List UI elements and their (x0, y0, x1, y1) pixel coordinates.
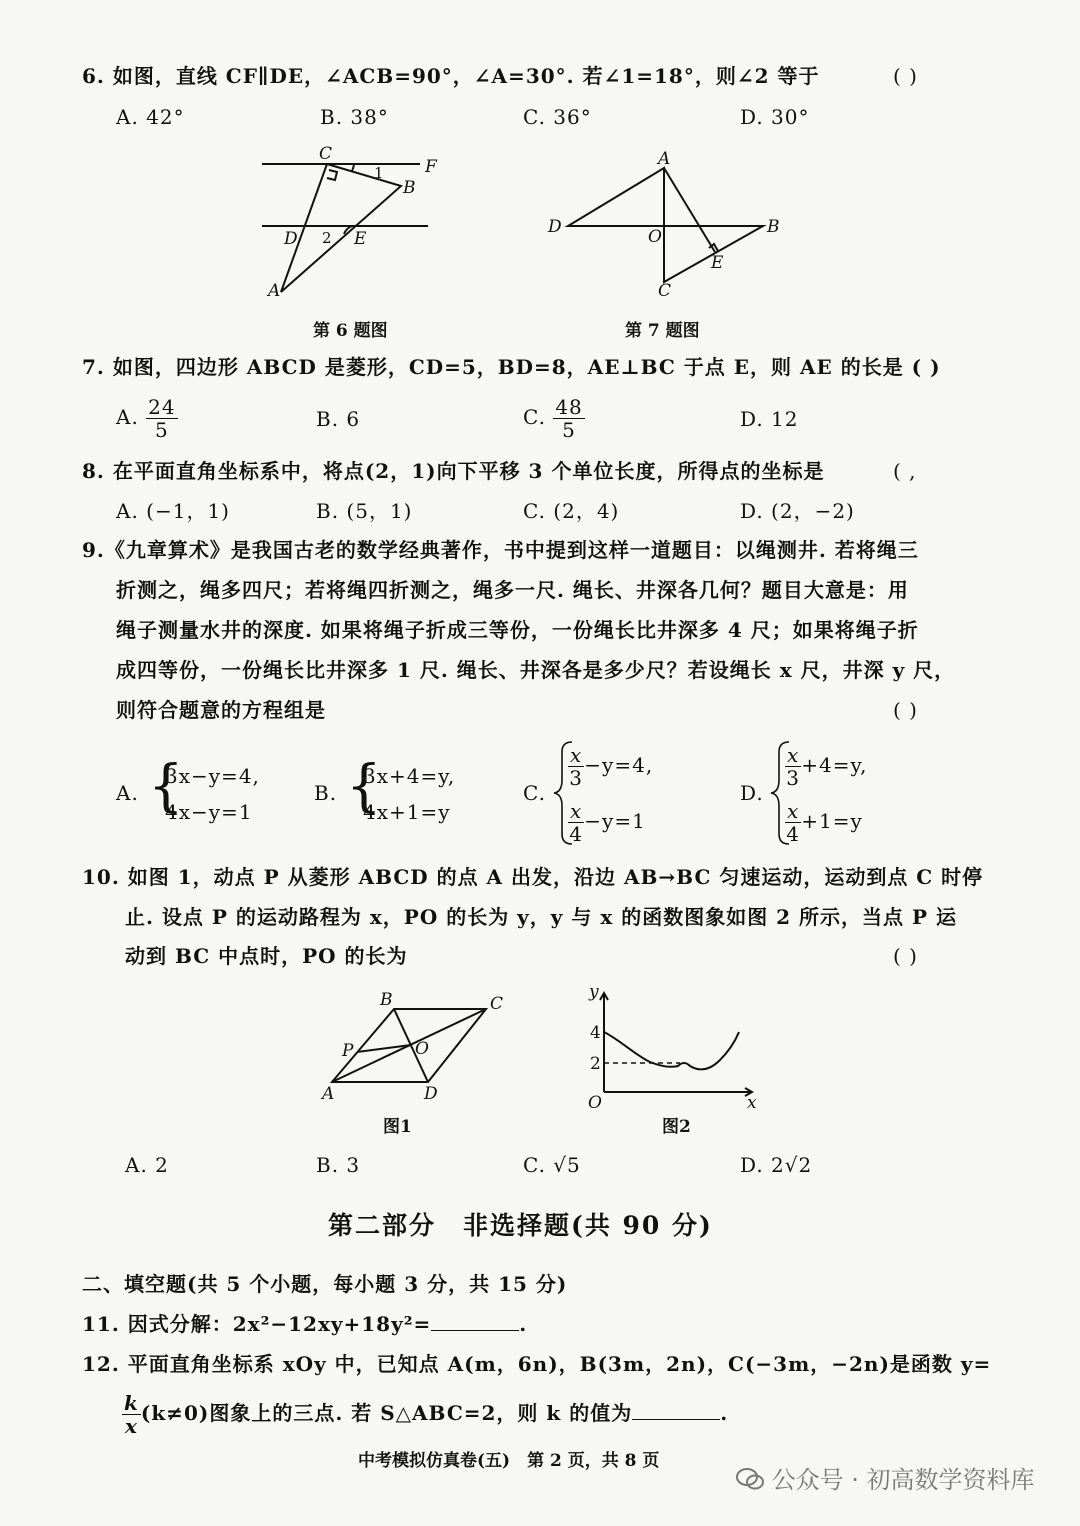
section2-heading: 二、填空题(共 5 个小题，每小题 3 分，共 15 分) (82, 1272, 568, 1296)
q10-fig2-label-y: y (589, 982, 599, 1002)
q8-option-c: C. (2，4) (523, 499, 620, 523)
q11-answer-blank[interactable] (431, 1312, 519, 1331)
q9-option-a-eq2: 4x−y=1 (165, 800, 253, 824)
q6-option-b: B. 38° (320, 105, 389, 129)
q6-label-d: D (284, 229, 298, 249)
q10-line-3: 动到 BC 中点时，PO 的长为 (125, 944, 408, 968)
q9-option-a-brace: { (148, 754, 184, 819)
q9-answer-paren: ( ) (893, 698, 918, 722)
q10-option-d: D. 2√2 (740, 1153, 813, 1177)
q6-label-b: B (403, 178, 416, 198)
q10-fig1-label-d: D (424, 1084, 438, 1104)
wechat-icon (736, 1467, 764, 1491)
q7-figure-caption: 第 7 题图 (625, 321, 700, 341)
q6-option-c: C. 36° (523, 105, 592, 129)
part2-title: 第二部分 非选择题(共 90 分) (328, 1211, 713, 1240)
q9-line-5: 则符合题意的方程组是 (116, 698, 326, 722)
q12-line-2: $\frac{k}{x}$ (k≠0)图象上的三点. 若 S△ABC=2，则 k 的值为 . (124, 1391, 729, 1438)
q8-option-b: B. (5，1) (316, 499, 413, 523)
q9-option-a-eq1: 3x−y=4, (165, 764, 260, 788)
q6-label-c: C (319, 144, 333, 164)
q9-option-c-eq1: $\frac{x}{3}$ −y=4, (569, 743, 654, 790)
q6-label-2: 2 (322, 229, 332, 247)
q10-fig2-tick-2: 2 (590, 1054, 601, 1074)
q7-label-c: C (658, 281, 672, 301)
q10-option-b: B. 3 (316, 1153, 361, 1177)
q8-answer-paren: ( , (893, 459, 917, 483)
q10-fig1-label-p: P (342, 1041, 354, 1061)
q7-label-d: D (548, 217, 562, 237)
q9-option-b-brace: { (346, 754, 382, 819)
q9-option-b-eq1: 3x+4=y, (363, 764, 456, 788)
q6-option-d: D. 30° (740, 105, 810, 129)
q9-line-1: 9.《九章算术》是我国古老的数学经典著作，书中提到这样一道题目：以绳测井. 若将绳三 (82, 538, 919, 562)
q6-label-a: A (268, 281, 281, 301)
q10-fig1-label-c: C (490, 994, 504, 1014)
q9-line-2: 折测之，绳多四尺；若将绳四折测之，绳多一尺. 绳长、井深各几何？题目大意是：用 (116, 578, 909, 602)
q8-option-d: D. (2，−2) (740, 499, 855, 523)
q6-label-f: F (425, 157, 437, 177)
q7-option-c: C. $\frac{48}{5}$ (523, 395, 583, 442)
q10-figure-2-caption: 图2 (662, 1117, 691, 1137)
q10-fig2-tick-4: 4 (590, 1023, 601, 1043)
q10-line-2: 止. 设点 P 的运动路程为 x，PO 的长为 y，y 与 x 的函数图象如图 2 所示，当点 P 运 (125, 905, 958, 929)
q10-fig2-label-o: O (588, 1093, 602, 1113)
q10-fig1-label-a: A (322, 1084, 335, 1104)
q10-option-c: C. √5 (523, 1153, 581, 1177)
q9-option-a-letter: A. (116, 781, 139, 805)
q6-figure-caption: 第 6 题图 (313, 321, 388, 341)
q9-option-b-eq2: 4x+1=y (363, 800, 451, 824)
q9-line-4: 成四等份，一份绳长比井深多 1 尺. 绳长、井深各是多少尺？若设绳长 x 尺，井深 y 尺， (116, 658, 956, 682)
q9-option-c-letter: C. (523, 781, 546, 805)
q6-stem: 6. 如图，直线 CF∥DE，∠ACB=90°，∠A=30°. 若∠1=18°，则∠2 等于 (82, 64, 820, 88)
q10-fig1-label-o: O (415, 1039, 429, 1059)
q6-answer-paren: ( ) (893, 64, 918, 88)
q10-fig1-label-b: B (380, 990, 393, 1010)
q7-label-e: E (711, 253, 724, 273)
q8-option-a: A. (−1，1) (116, 499, 230, 523)
q7-label-o: O (648, 227, 662, 247)
q12-answer-blank[interactable] (632, 1401, 720, 1420)
q9-option-d-eq1: $\frac{x}{3}$ +4=y, (786, 743, 868, 790)
q10-option-a: A. 2 (125, 1153, 169, 1177)
q7-option-d: D. 12 (740, 407, 799, 431)
q9-option-c-eq2: $\frac{x}{4}$ −y=1 (569, 799, 646, 846)
q7-label-a: A (658, 149, 671, 169)
q7-stem: 7. 如图，四边形 ABCD 是菱形，CD=5，BD=8，AE⊥BC 于点 E，则 AE 的长是 ( ) (82, 355, 941, 379)
q10-line-1: 10. 如图 1，动点 P 从菱形 ABCD 的点 A 出发，沿边 AB→BC 匀速运动，运动到点 C 时停 (82, 865, 984, 889)
q7-option-b: B. 6 (316, 407, 361, 431)
q12-line-1: 12. 平面直角坐标系 xOy 中，已知点 A(m，6n)，B(3m，2n)，C(−3m，−2n)是函数 y= (82, 1352, 992, 1376)
q10-fig2-label-x: x (747, 1093, 757, 1113)
q6-option-a: A. 42° (116, 105, 185, 129)
q9-option-d-letter: D. (740, 781, 764, 805)
q10-answer-paren: ( ) (893, 944, 918, 968)
q7-label-b: B (767, 217, 780, 237)
q11: 11. 因式分解：2x²−12xy+18y²= . (82, 1312, 528, 1336)
page-footer: 中考模拟仿真卷(五) 第 2 页，共 8 页 (358, 1451, 660, 1471)
q8-stem: 8. 在平面直角坐标系中，将点(2，1)向下平移 3 个单位长度，所得点的坐标是 (82, 459, 825, 483)
q10-figure-1-caption: 图1 (383, 1117, 412, 1137)
q7-option-a: A. $\frac{24}{5}$ (116, 395, 176, 442)
q6-label-1: 1 (374, 164, 384, 182)
q9-line-3: 绳子测量水井的深度. 如果将绳子折成三等份，一份绳长比井深多 4 尺；如果将绳子折 (116, 618, 919, 642)
q6-label-e: E (354, 229, 367, 249)
watermark: 公众号 · 初高数学资料库 (736, 1460, 1035, 1495)
q9-option-b-letter: B. (314, 781, 338, 805)
q9-option-d-eq2: $\frac{x}{4}$ +1=y (786, 799, 863, 846)
